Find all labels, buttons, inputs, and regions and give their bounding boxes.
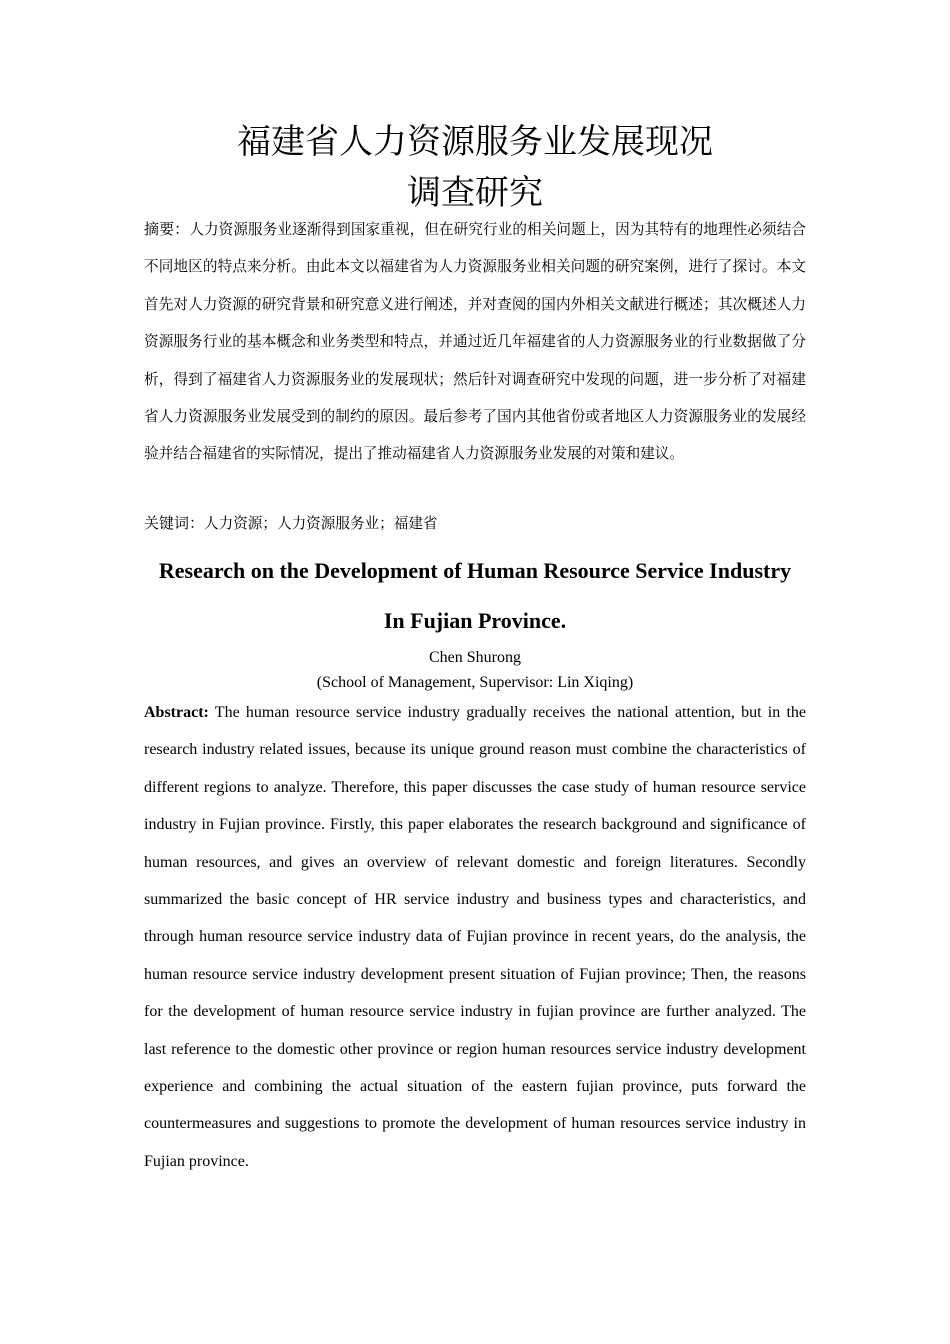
chinese-abstract-text: 人力资源服务业逐渐得到国家重视，但在研究行业的相关问题上，因为其特有的地理性必须结合不同地区的特点来分析。由此本文以福建省为人力资源服务业相关问题的研究案例，进行了探讨。本文首先对人力资源的研究背景和研究意义进行阐述，并对查阅的国内外相关文献进行概述；其次概述人力资源服务行业的基本概念和业务类型和特点，并通过近几年福建省的人力资源服务业的行业数据做了分析，得到了福建省人力资源服务业的发展现状；然后针对调查研究中发现的问题，进一步分析了对福建省人力资源服务业发展受到的制约的原因。最后参考了国内其他省份或者地区人力资源服务业的发展经验并结合福建省的实际情况，提出了推动福建省人力资源服务业发展的对策和建议。: [144, 221, 806, 463]
chinese-abstract: [144, 211, 806, 473]
author-affiliation: (School of Management, Supervisor: Lin Xiqing): [316, 674, 634, 691]
chinese-keywords: [144, 505, 806, 542]
author-name: Chen Shurong: [429, 649, 521, 666]
chinese-keywords-label: 关键词：: [144, 514, 205, 532]
english-abstract: [144, 694, 806, 1180]
english-title-line-2: In Fujian Province.: [383, 608, 567, 633]
chinese-keywords-text: 人力资源；人力资源服务业；福建省: [204, 515, 438, 532]
page-title-line-1: 福建省人力资源服务业发展现况: [237, 122, 713, 162]
chinese-abstract-label: 摘要：: [144, 220, 190, 238]
english-abstract-label: Abstract:: [144, 704, 209, 721]
page-title-line-2: 调查研究: [407, 173, 543, 213]
english-abstract-text: The human resource service industry gradually receives the national attention, but in the research industry related issues, because its unique ground reason must combine the characteristics of different regions to analyze. Therefore, this paper discusses the case study of human resource service industry in Fujian province. Firstly, this paper elaborates the research background and significance of human resources, and gives an overview of relevant domestic and foreign literatures. Secondly summarized the basic concept of HR service industry and business types and characteristics, and through human resource service industry data of Fujian province in recent years, do the analysis, the human resource service industry development present situation of Fujian province; Then, the reasons for the development of human resource service industry in fujian province are further analyzed. The last reference to the domestic other province or region human resources service industry development experience and combining the actual situation of the eastern fujian province, puts forward the countermeasures and suggestions to promote the development of human resources service industry in Fujian province.: [144, 704, 806, 1170]
english-title-line-1: Research on the Development of Human Resource Service Industry: [158, 558, 792, 583]
